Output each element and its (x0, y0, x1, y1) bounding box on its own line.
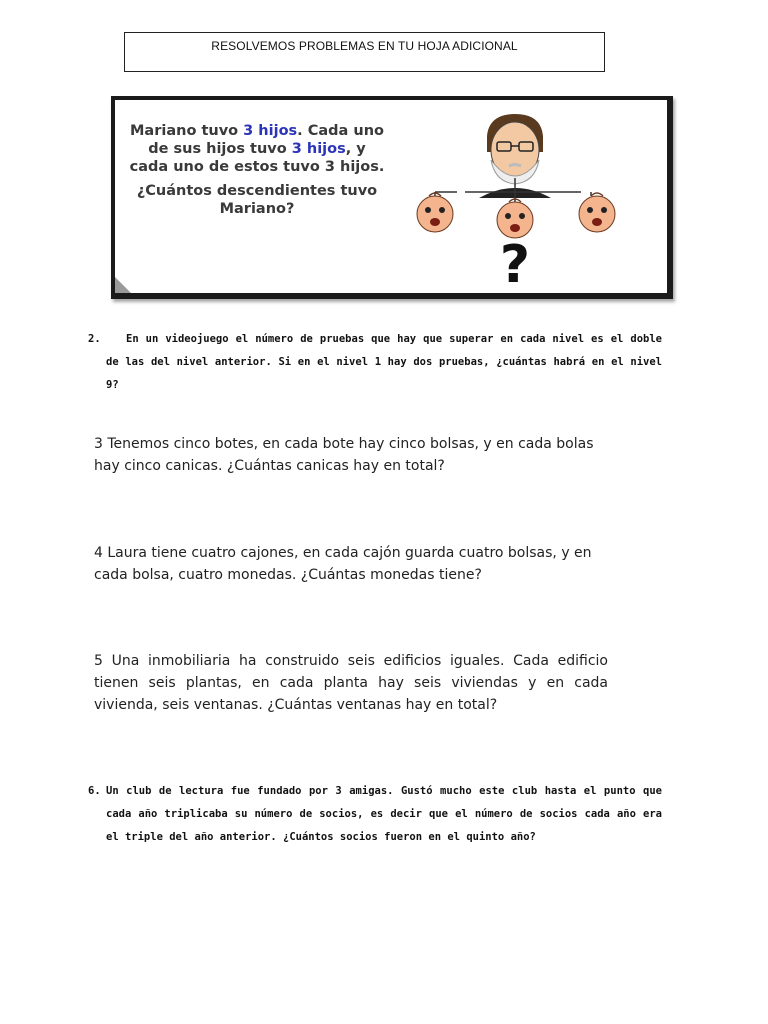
problem-number: 4 (94, 545, 103, 561)
problem-text: Laura tiene cuatro cajones, en cada cajón guarda cuatro bolsas, y en cada bolsa, cuatro monedas. ¿Cuántas monedas tiene? (94, 545, 592, 583)
problem-5 (94, 650, 608, 716)
baby-icon (579, 193, 615, 232)
text-part-1: Mariano tuvo (130, 123, 244, 139)
baby-icon (497, 199, 533, 238)
text-highlight-3: 3 hijos (324, 159, 379, 175)
problem-number: 2. (88, 333, 101, 345)
problem-6 (88, 780, 662, 849)
family-tree-illustration (405, 106, 667, 292)
illustration-inner (115, 100, 667, 293)
question-mark-icon: ? (499, 235, 531, 292)
baby-icon (417, 193, 453, 232)
text-part-3: , y cada uno de estos tuvo (129, 141, 366, 175)
problem-text: Una inmobiliaria ha construido seis edificios iguales. Cada edificio tienen seis plantas, en cada planta hay seis viviendas y en cada vivienda, seis ventanas. ¿Cuántas ventanas hay en total? (94, 653, 608, 713)
illustration-text (127, 122, 387, 218)
text-highlight-1: 3 hijos (243, 123, 298, 139)
problem-2 (88, 328, 662, 397)
text-part-2: . Cada uno de sus hijos tuvo (148, 123, 384, 157)
problem-4 (94, 542, 610, 586)
problem-3 (94, 433, 610, 477)
problem-number: 6. (88, 785, 101, 797)
worksheet-title: RESOLVEMOS PROBLEMAS EN TU HOJA ADICIONAL (124, 32, 605, 72)
page-corner-icon (115, 277, 131, 293)
problem-text: Tenemos cinco botes, en cada bote hay cinco bolsas, y en cada bolas hay cinco canicas. ¿Cuántas canicas hay en total? (94, 436, 594, 474)
text-part-4: . (378, 159, 385, 175)
problem-text: En un videojuego el número de pruebas que hay que superar en cada nivel es el doble de las del nivel anterior. Si en el nivel 1 hay dos pruebas, ¿cuántas habrá en el nivel 9? (106, 333, 662, 391)
problem-illustration (111, 96, 673, 299)
problem-text: Un club de lectura fue fundado por 3 amigas. Gustó mucho este club hasta el punto que cada año triplicaba su número de socios, es decir que el número de socios cada año era el triple del año anterior. ¿Cuántos socios fueron en el quinto año? (106, 785, 662, 843)
problem-number: 3 (94, 436, 103, 452)
illustration-question: ¿Cuántos descendientes tuvo Mariano? (136, 183, 378, 217)
problem-number: 5 (94, 653, 103, 669)
text-highlight-2: 3 hijos (291, 141, 346, 157)
